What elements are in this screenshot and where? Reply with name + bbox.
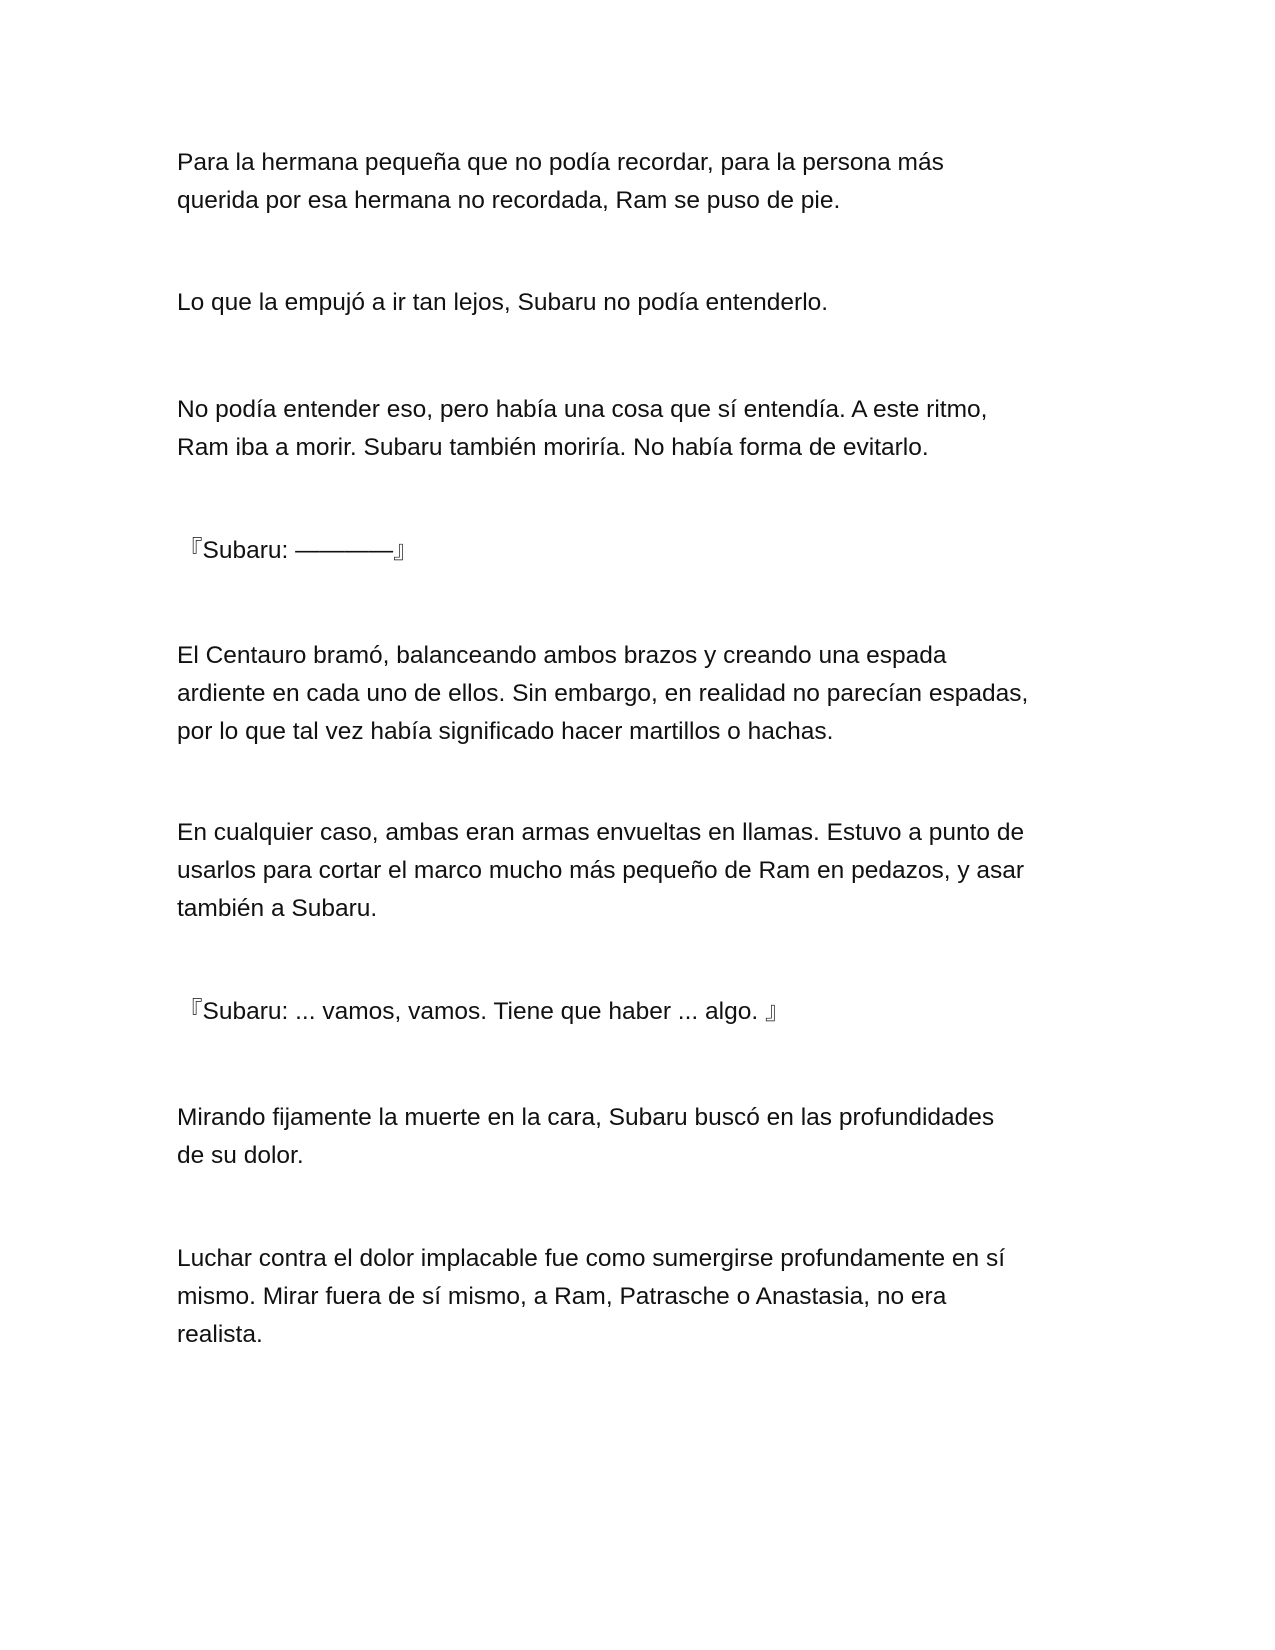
dialogue-line-1: 『Subaru: ————』 (178, 537, 418, 564)
paragraph-4: El Centauro bramó, balanceando ambos brazos y creando una espada ardiente en cada uno de ellos. Sin embargo, en realidad no parecían espadas, por lo que tal vez había significado hacer martillos o hachas. (177, 642, 1029, 745)
paragraph-6: Mirando fijamente la muerte en la cara, Subaru buscó en las profundidades de su dolor. (177, 1104, 995, 1169)
paragraph-3: No podía entender eso, pero había una cosa que sí entendía. A este ritmo, Ram iba a morir. Subaru también moriría. No había forma de evitarlo. (177, 396, 988, 461)
paragraph-1: Para la hermana pequeña que no podía recordar, para la persona más querida por esa hermana no recordada, Ram se puso de pie. (177, 149, 944, 214)
paragraph-7: Luchar contra el dolor implacable fue como sumergirse profundamente en sí mismo. Mirar fuera de sí mismo, a Ram, Patrasche o Anastasia, no era realista. (177, 1245, 1005, 1348)
paragraph-5: En cualquier caso, ambas eran armas envueltas en llamas. Estuvo a punto de usarlos para cortar el marco mucho más pequeño de Ram en pedazos, y asar también a Subaru. (177, 819, 1025, 922)
paragraph-2: Lo que la empujó a ir tan lejos, Subaru no podía entenderlo. (177, 289, 829, 316)
dialogue-line-2: 『Subaru: ... vamos, vamos. Tiene que haber ... algo. 』 (178, 998, 790, 1025)
